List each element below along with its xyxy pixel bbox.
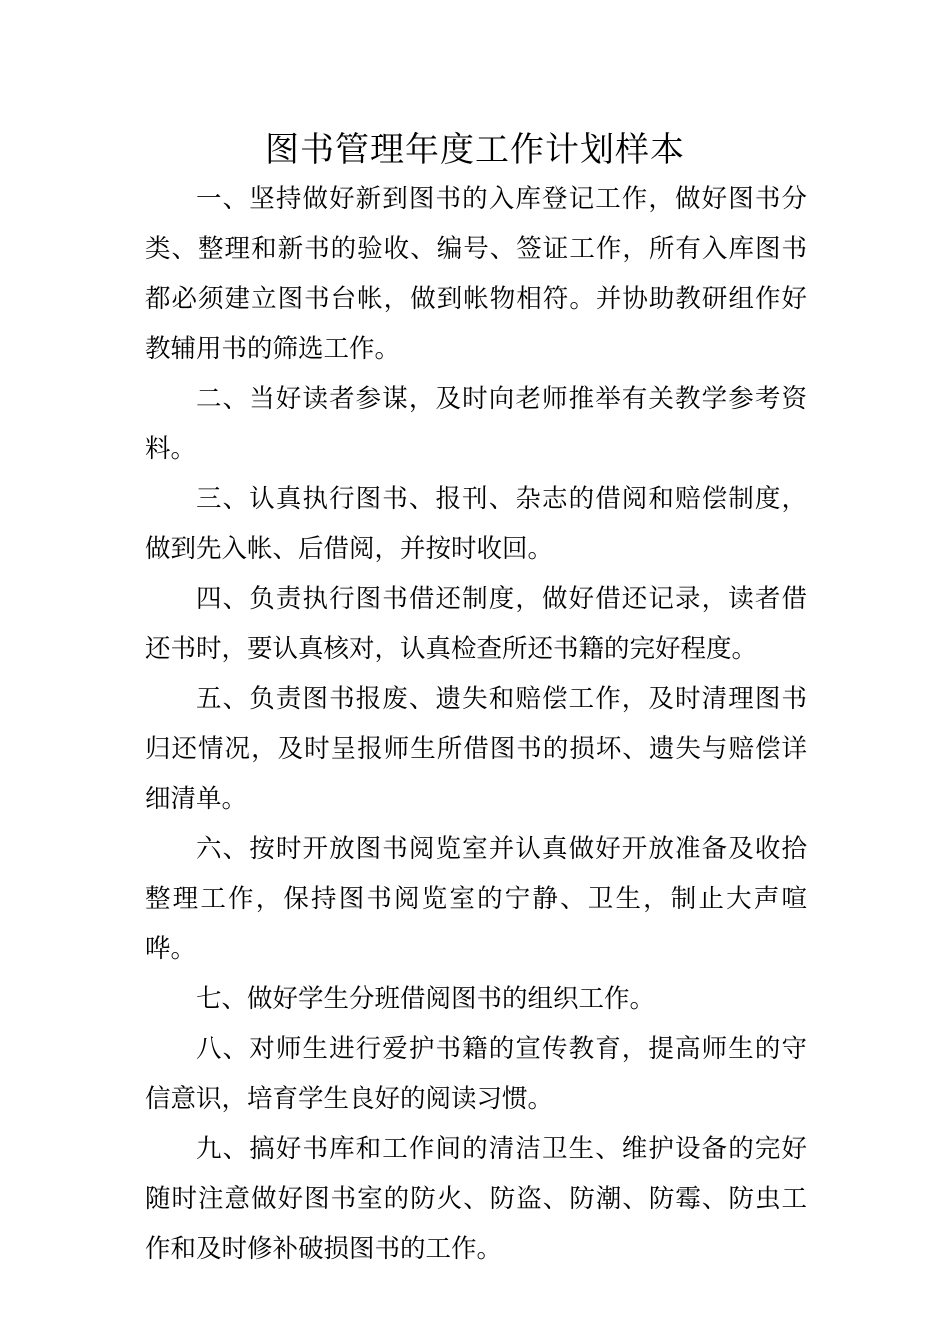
paragraph-7: 七、做好学生分班借阅图书的组织工作。 bbox=[196, 984, 656, 1014]
document-body bbox=[145, 174, 807, 1274]
paragraph-5: 五、负责图书报废、遗失和赔偿工作，及时清理图书归还情况，及时呈报师生所借图书的损坏、遗失与赔偿详细清单。 bbox=[145, 684, 807, 814]
paragraph-2: 二、当好读者参谋，及时向老师推举有关教学参考资料。 bbox=[145, 384, 807, 464]
paragraph-9: 九、搞好书库和工作间的清洁卫生、维护设备的完好随时注意做好图书室的防火、防盗、防潮、防霉、防虫工作和及时修补破损图书的工作。 bbox=[145, 1134, 807, 1264]
document-title: 图书管理年度工作计划样本 bbox=[265, 130, 685, 170]
paragraph-6: 六、按时开放图书阅览室并认真做好开放准备及收拾整理工作，保持图书阅览室的宁静、卫生，制止大声喧哗。 bbox=[145, 834, 807, 964]
paragraph-4: 四、负责执行图书借还制度，做好借还记录，读者借还书时，要认真核对，认真检查所还书籍的完好程度。 bbox=[145, 584, 807, 664]
paragraph-8: 八、对师生进行爱护书籍的宣传教育，提高师生的守信意识，培育学生良好的阅读习惯。 bbox=[145, 1034, 807, 1114]
paragraph-1: 一、坚持做好新到图书的入库登记工作，做好图书分类、整理和新书的验收、编号、签证工作，所有入库图书都必须建立图书台帐，做到帐物相符。并协助教研组作好教辅用书的筛选工作。 bbox=[145, 184, 807, 364]
paragraph-3: 三、认真执行图书、报刊、杂志的借阅和赔偿制度，做到先入帐、后借阅，并按时收回。 bbox=[145, 484, 807, 564]
